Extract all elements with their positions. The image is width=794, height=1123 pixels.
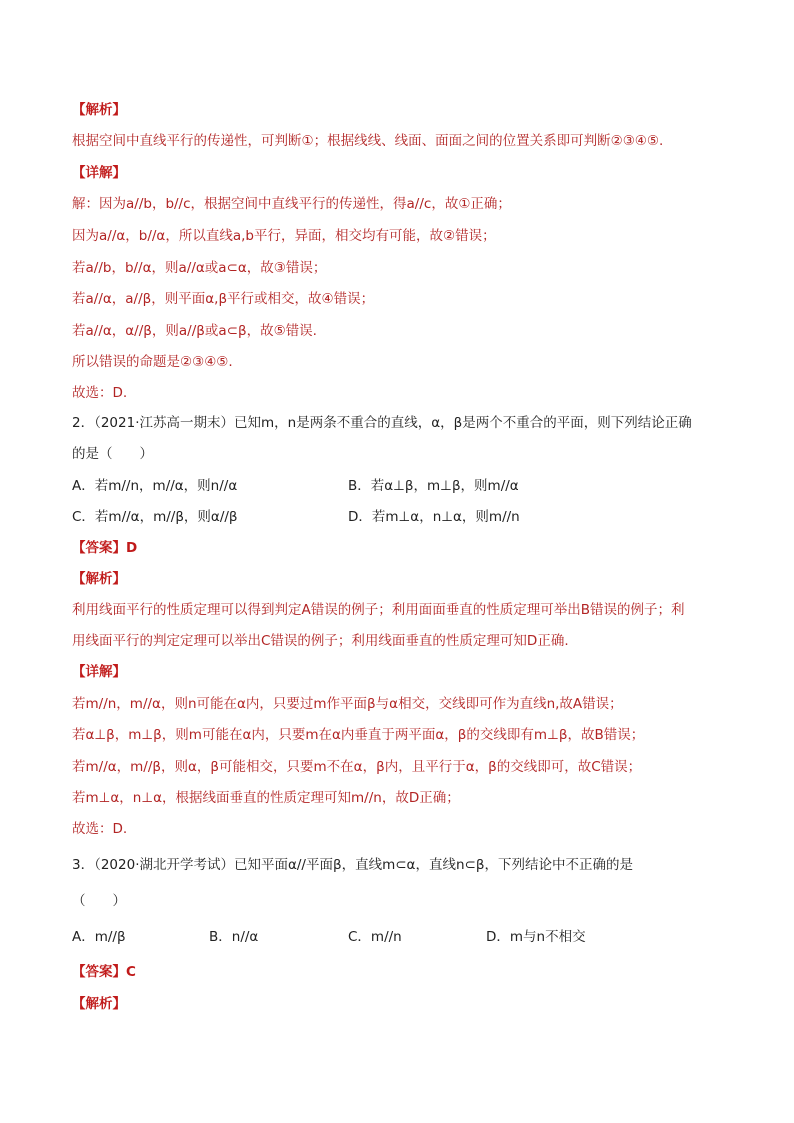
- section-heading-analysis-3: 【解析】: [72, 996, 126, 1012]
- question-3-stem-cont: （ ）: [72, 893, 126, 909]
- section-heading-detail-2: 【详解】: [72, 664, 126, 680]
- question-2-option-b: B．若α⊥β，m⊥β，则m//α: [348, 478, 519, 494]
- section-heading-analysis: 【解析】: [72, 102, 126, 118]
- detail-2-line-4: 若m⊥α，n⊥α，根据线面垂直的性质定理可知m//n，故D正确；: [72, 790, 460, 806]
- analysis-text: 根据空间中直线平行的传递性，可判断①；根据线线、线面、面面之间的位置关系即可判断②③④⑤.: [72, 133, 664, 149]
- question-2-option-c: C．若m//α，m//β，则α//β: [72, 509, 238, 525]
- question-2-option-a: A．若m//n，m//α，则n//α: [72, 478, 238, 494]
- analysis-2-line-1: 利用线面平行的性质定理可以得到判定A错误的例子；利用面面垂直的性质定理可举出B错误的例子；利: [72, 602, 685, 618]
- question-3-stem: 3．（2020·湖北开学考试）已知平面α//平面β，直线m⊂α，直线n⊂β，下列结论中不正确的是: [72, 857, 633, 873]
- detail-line-5: 若a//α，α//β，则a//β或a⊂β，故⑤错误.: [72, 323, 317, 339]
- detail-line-2: 因为a//α，b//α，所以直线a,b平行，异面，相交均有可能，故②错误；: [72, 228, 496, 244]
- detail-2-line-1: 若m//n，m//α，则n可能在α内，只要过m作平面β与α相交，交线即可作为直线n,故A错误；: [72, 696, 623, 712]
- detail-line-3: 若a//b，b//α，则a//α或a⊂α，故③错误；: [72, 260, 327, 276]
- question-2-stem: 2．（2021·江苏高一期末）已知m，n是两条不重合的直线，α，β是两个不重合的平面，则下列结论正确: [72, 415, 692, 431]
- question-2-option-d: D．若m⊥α，n⊥α，则m//n: [348, 509, 520, 525]
- question-3-option-b: B．n//α: [209, 929, 259, 945]
- detail-line-7: 故选：D.: [72, 385, 128, 401]
- detail-line-6: 所以错误的命题是②③④⑤.: [72, 354, 233, 370]
- detail-2-line-3: 若m//α，m//β，则α，β可能相交，只要m不在α，β内，且平行于α，β的交线即可，故C错误；: [72, 759, 642, 775]
- question-2-answer: 【答案】D: [72, 540, 138, 556]
- section-heading-analysis-2: 【解析】: [72, 571, 126, 587]
- question-2-stem-cont: 的是（ ）: [72, 446, 153, 462]
- question-3-answer: 【答案】C: [72, 964, 136, 980]
- analysis-2-line-2: 用线面平行的判定定理可以举出C错误的例子；利用线面垂直的性质定理可知D正确.: [72, 633, 569, 649]
- detail-2-line-2: 若α⊥β，m⊥β，则m可能在α内，只要m在α内垂直于两平面α，β的交线即有m⊥β，故B错误；: [72, 727, 645, 743]
- question-3-option-c: C．m//n: [348, 929, 402, 945]
- question-3-option-d: D．m与n不相交: [486, 929, 586, 945]
- detail-line-1: 解：因为a//b，b//c，根据空间中直线平行的传递性，得a//c，故①正确；: [72, 196, 511, 212]
- detail-line-4: 若a//α，a//β，则平面α,β平行或相交，故④错误；: [72, 291, 375, 307]
- section-heading-detail: 【详解】: [72, 165, 126, 181]
- question-3-option-a: A．m//β: [72, 929, 126, 945]
- detail-2-line-5: 故选：D.: [72, 821, 128, 837]
